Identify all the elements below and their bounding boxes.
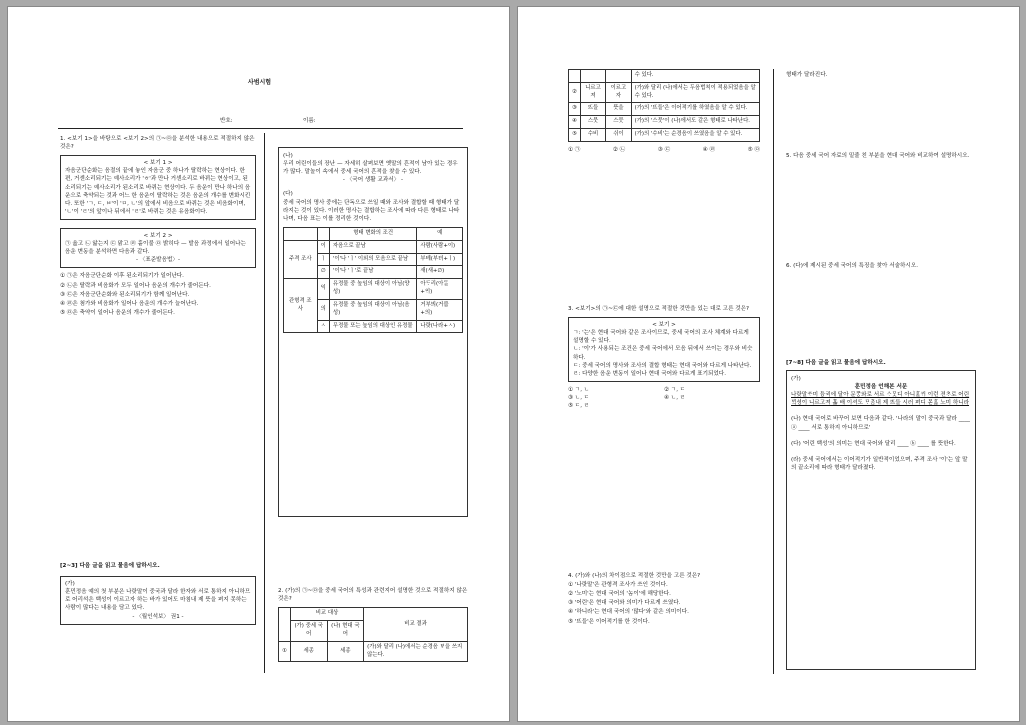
table-cell xyxy=(580,70,605,83)
table-cell: (가)의 '수비'는 순경음이 쓰였음을 알 수 있다. xyxy=(631,129,759,142)
answer-option: ③ ㉢ xyxy=(657,146,671,153)
table-row xyxy=(569,82,760,103)
table-cell: 세종 xyxy=(290,641,327,662)
table-cell: 뜻을 xyxy=(606,103,631,116)
question-6: 6. (다)에 제시된 중세 국어의 특징을 찾아 서술하시오. xyxy=(786,263,918,269)
option: ⑤ '뜨들'은 이어적기를 한 것이다. xyxy=(568,618,650,625)
box-text: 나랏말ᄊᆞ미 듕귁에 달아 문ᄍᆞᆼ와로 서르 ᄉᆞᄆᆞᆺ디 아니ᄒᆞᆯᄊᆡ 이런 젼ᄎᆞ로 어린 ᄇᆡᆨ셩이 니르고져 홇 배 이셔도 ᄆᆞᄎᆞᆷ내 제 ᄠᅳ들 시러 펴디 몯ᄒᆞᇙ 노미 하니라 xyxy=(791,392,970,407)
table-cell: 관형격 조사 xyxy=(284,279,318,333)
option: ② ㄱ, ㄷ xyxy=(664,386,686,393)
box-2-note: - 〈표준발음법〉- xyxy=(135,257,181,264)
question-2-stem: 2. (가)의 ㉠~㉤을 중세 국어의 특성과 관련지어 설명한 것으로 적절하지 않은 것은? xyxy=(278,588,468,603)
table-cell: 이르고자 xyxy=(606,82,631,103)
passage-b-text: 우리 어린이들의 장난 — 자세히 살펴보면 옛말의 흔적이 남아 있는 경우가 많다. 말놀이 속에서 중세 국어의 흔적을 찾을 수 있다. xyxy=(283,161,458,176)
option: ① ㄱ, ㄴ xyxy=(568,386,590,393)
table-cell: 수비 xyxy=(580,129,605,142)
table-cell: 세종 xyxy=(327,641,364,662)
table-cell: ③ xyxy=(569,103,581,116)
table-header xyxy=(317,227,329,240)
table-cell: 아ᄃᆞ리(아ᄃᆞᆯ+ᄋᆡ) xyxy=(417,279,463,300)
option: ④ '하니라'는 현대 국어의 '많다'와 같은 의미이다. xyxy=(568,609,689,616)
table-cell: 무정물 또는 높임의 대상인 유정물 xyxy=(329,320,417,333)
question-1-options xyxy=(60,272,256,317)
table-header-row xyxy=(279,608,468,621)
table-row xyxy=(569,116,760,129)
table-row xyxy=(284,279,463,300)
box-item: ㄴ: '이'가 사용되는 조건은 중세 국어에서 모음 뒤에서 쓰이는 경우와 비슷하다. xyxy=(573,346,753,361)
option: ② '노미'는 현대 국어의 '놈이'에 해당한다. xyxy=(568,591,671,598)
right-top-text: 형태가 달라진다. xyxy=(786,72,828,78)
answer-option: ① ㉠ xyxy=(568,146,581,153)
question-3-stem: 3. <보기>의 ㉠~㉢에 대한 설명으로 적절한 것만을 있는 대로 고른 것은? xyxy=(568,306,750,312)
table-answer-options xyxy=(568,146,760,154)
passage-a-text: 훈민정음 예의 첫 부분은 나랏말이 중국과 달라 한자와 서로 통하지 아니하므로 어리석은 백성이 이르고자 하는 바가 있어도 마침내 제 뜻을 펴지 못하는 사람이 많다는 내용을 담고 있다. xyxy=(65,589,251,612)
question-2-table xyxy=(278,607,468,662)
passage-b-box xyxy=(278,147,468,517)
answer-option: ② ㉡ xyxy=(612,146,626,153)
table-row xyxy=(569,70,760,83)
table-cell: '이'나 'ㅣ' 이외의 모음으로 끝남 xyxy=(329,253,417,266)
table-cell: ① xyxy=(279,641,291,662)
box-title: 훈민정음 언해본 서문 xyxy=(854,384,908,391)
passage-heading-block xyxy=(60,562,256,625)
name-label: 이름: xyxy=(303,118,316,124)
table-cell: (가)의 '뜨들'은 이어적기를 하였음을 알 수 있다. xyxy=(631,103,759,116)
table-cell: 니르고져 xyxy=(580,82,605,103)
table-header: 비교 결과 xyxy=(364,608,468,641)
table-cell: 이 xyxy=(317,240,329,253)
question-5: 5. 다음 중세 국어 자료의 밑줄 친 부분을 현대 국어와 비교하여 설명하시오. xyxy=(786,153,970,159)
option: ③ ㄴ, ㄷ xyxy=(568,394,590,401)
table-header: (가) 중세 국어 xyxy=(290,621,327,642)
table-cell: 거부븨(거붑+의) xyxy=(417,299,463,320)
exam-title: 사범시험 xyxy=(247,79,272,86)
document-page-1 xyxy=(7,6,510,722)
table-cell: (가)와 달리 (나)에서는 순경음 ㅸ을 쓰지 않는다. xyxy=(364,641,468,662)
table-cell: 수 있다. xyxy=(631,70,759,83)
table-cell: 의 xyxy=(317,299,329,320)
table-cell: 유정물 중 높임의 대상이 아님(양성) xyxy=(329,279,417,300)
table-header: (나) 현대 국어 xyxy=(327,621,364,642)
passage-heading: [2~3] 다음 글을 읽고 물음에 답하시오. xyxy=(60,563,160,569)
continued-table xyxy=(568,69,760,142)
passage-c-label: (다) xyxy=(283,191,293,198)
question-3-options xyxy=(568,386,760,410)
table-cell: 사람(사람+이) xyxy=(417,240,463,253)
particle-table xyxy=(283,227,463,333)
table-cell: 뜨들 xyxy=(580,103,605,116)
table-header-row xyxy=(284,227,463,240)
question-1-box-2 xyxy=(60,228,256,268)
box-item: ㄹ: 다양한 음운 변동이 일어나 현대 국어와 다르게 표기되었다. xyxy=(573,370,726,377)
box-item: ㄱ: '는'은 현대 국어와 같은 조사이므로, 중세 국어의 조사 체계와 다르게 설명할 수 있다. xyxy=(573,330,749,345)
table-cell: 자음으로 끝남 xyxy=(329,240,417,253)
document-page-2 xyxy=(517,6,1020,722)
question-2-table-continued xyxy=(568,69,760,154)
passage-a-source: - 〈월인석보〉 권1 - xyxy=(132,613,184,620)
passage-heading-7: [7~8] 다음 글을 읽고 물음에 답하시오. xyxy=(786,360,886,366)
table-cell: (가)의 '스뭇'이 (나)에서도 같은 형태로 나타난다. xyxy=(631,116,759,129)
table-cell xyxy=(606,70,631,83)
table-row xyxy=(569,129,760,142)
option: ⑤ ㄷ, ㄹ xyxy=(568,403,590,410)
option-2: ② ㉡은 탈락과 비음화가 모두 일어나 음운의 개수가 줄어든다. xyxy=(60,282,211,289)
passage-7-box xyxy=(786,370,976,670)
table-cell: ㅣ xyxy=(317,253,329,266)
question-2 xyxy=(278,587,468,662)
column-divider xyxy=(264,133,265,673)
table-header: 형태 변화의 조건 xyxy=(329,227,417,240)
passage-b-source: - 〈국어 생활 교과서〉 - xyxy=(342,177,404,184)
box-2-text: ㉠ 읊고 ㉡ 앓는지 ㉢ 맑고 ㉣ 홑이불 ㉤ 밝히다 — 발음 과정에서 일어나는 음운 변동을 분석하면 다음과 같다. xyxy=(65,241,246,256)
table-cell: (가)와 달리 (나)에서는 두음법칙이 적용되었음을 알 수 있다. xyxy=(631,82,759,103)
box-part-d: (라) 중세 국어에서는 이어적기가 일반적이었으며, 주격 조사 '이'는 앞 말의 끝소리에 따라 형태가 달라졌다. xyxy=(791,456,968,471)
option-3: ③ ㉢은 자음군단순화와 된소리되기가 함께 일어난다. xyxy=(60,291,190,298)
table-cell: ⑤ xyxy=(569,129,581,142)
table-cell: 쉬이 xyxy=(606,129,631,142)
box-part-b: (나) 현대 국어로 바꾸어 보면 다음과 같다. '나라의 말이 중국과 달라 ____ ⓐ ____ 서로 통하지 아니하므로' xyxy=(791,416,970,431)
question-3-box xyxy=(568,317,760,382)
table-cell: 주격 조사 xyxy=(284,240,318,278)
table-row xyxy=(279,641,468,662)
passage-a-box xyxy=(60,576,256,625)
table-header xyxy=(279,608,291,641)
box-2-title: < 보기 2 > xyxy=(143,232,173,239)
table-cell: 새(새+∅) xyxy=(417,266,463,279)
option: ① '나랏말'은 관형격 조사가 쓰인 것이다. xyxy=(568,582,668,589)
table-cell: ∅ xyxy=(317,266,329,279)
box-label: (가) xyxy=(791,376,801,382)
table-cell xyxy=(569,70,581,83)
table-header xyxy=(284,227,318,240)
question-4-stem: 4. (가)와 (나)의 차이점으로 적절한 것만을 고른 것은? xyxy=(568,573,701,579)
table-cell: 익 xyxy=(317,279,329,300)
box-1-title: < 보기 1 > xyxy=(143,160,173,167)
passage-a-label: (가) xyxy=(65,581,75,588)
class-label: 반호: xyxy=(220,118,233,124)
table-cell: 유정물 중 높임의 대상이 아님(음성) xyxy=(329,299,417,320)
passage-b-label: (나) xyxy=(283,153,293,159)
option: ③ '어린'은 현대 국어와 의미가 다르게 쓰였다. xyxy=(568,600,681,607)
table-cell: ② xyxy=(569,82,581,103)
option: ④ ㄴ, ㄹ xyxy=(664,394,686,401)
column-divider xyxy=(773,69,774,674)
question-1-box-1 xyxy=(60,155,256,220)
question-1-stem: 1. <보기 1>을 바탕으로 <보기 2>의 ㉠~㉤을 분석한 내용으로 적절하지 않은 것은? xyxy=(60,136,255,151)
table-row xyxy=(569,103,760,116)
answer-option: ④ ㉣ xyxy=(702,146,716,153)
question-4 xyxy=(568,572,760,627)
table-cell: 부톄(부텨+ㅣ) xyxy=(417,253,463,266)
table-cell: 스뭇 xyxy=(606,116,631,129)
answer-option: ⑤ ㉤ xyxy=(747,146,760,153)
table-header: 비교 대상 xyxy=(290,608,363,621)
table-cell: 스뭇 xyxy=(580,116,605,129)
option-1: ① ㉠은 자음군단순화 이후 된소리되기가 일어난다. xyxy=(60,273,184,280)
option-5: ⑤ ㉤은 축약이 일어나 음운의 개수가 줄어든다. xyxy=(60,309,175,316)
passage-c-text: 중세 국어의 명사 중에는 단독으로 쓰일 때와 조사와 결합할 때 형태가 달라지는 것이 있다. 이러한 명사는 결합하는 조사에 따라 다른 형태로 나타나며, 다음 표는 이를 정리한 것이다. xyxy=(283,199,460,222)
box-1-text: 자음군단순화는 음절의 끝에 놓인 자음군 중 하나가 탈락하는 현상이다. 한편, 거센소리되기는 예사소리가 'ㅎ'과 만나 거센소리로 바뀌는 현상이고, 된소리되기는 예사소리가 된소리로 바뀌는 현상이다. 두 음운이 만나 하나의 음운으로 축약되는 것과 어느 한 음운이 탈락하는 것은 음운의 개수를 변화시킨다. 또한 'ㄱ, ㄷ, ㅂ'이 'ㅁ, ㄴ'의 앞에서 비음으로 바뀌는 것은 비음화이며, 'ㄴ'이 'ㄹ'의 앞이나 뒤에서 'ㄹ'로 바뀌는 것은 유음화이다. xyxy=(65,168,251,215)
box-item: ㄷ: 중세 국어의 명사와 조사의 결합 형태는 현대 국어와 다르게 나타난다. xyxy=(573,362,752,369)
option-4: ④ ㉣은 첨가와 비음화가 일어나 음운의 개수가 늘어난다. xyxy=(60,300,199,307)
box-title: < 보기 > xyxy=(652,322,676,329)
table-cell: ㅅ xyxy=(317,320,329,333)
table-cell: ④ xyxy=(569,116,581,129)
table-cell: 나랏(나라+ㅅ) xyxy=(417,320,463,333)
table-header: 예 xyxy=(417,227,463,240)
table-row xyxy=(284,240,463,253)
question-1 xyxy=(60,135,256,318)
header-rule xyxy=(58,128,463,129)
box-part-c: (다) '어린 백성'의 의미는 현대 국어와 달리 ____ ⓑ ____ 를 뜻한다. xyxy=(791,440,956,447)
table-cell: '이'나 'ㅣ'로 끝남 xyxy=(329,266,417,279)
question-3 xyxy=(568,305,760,410)
